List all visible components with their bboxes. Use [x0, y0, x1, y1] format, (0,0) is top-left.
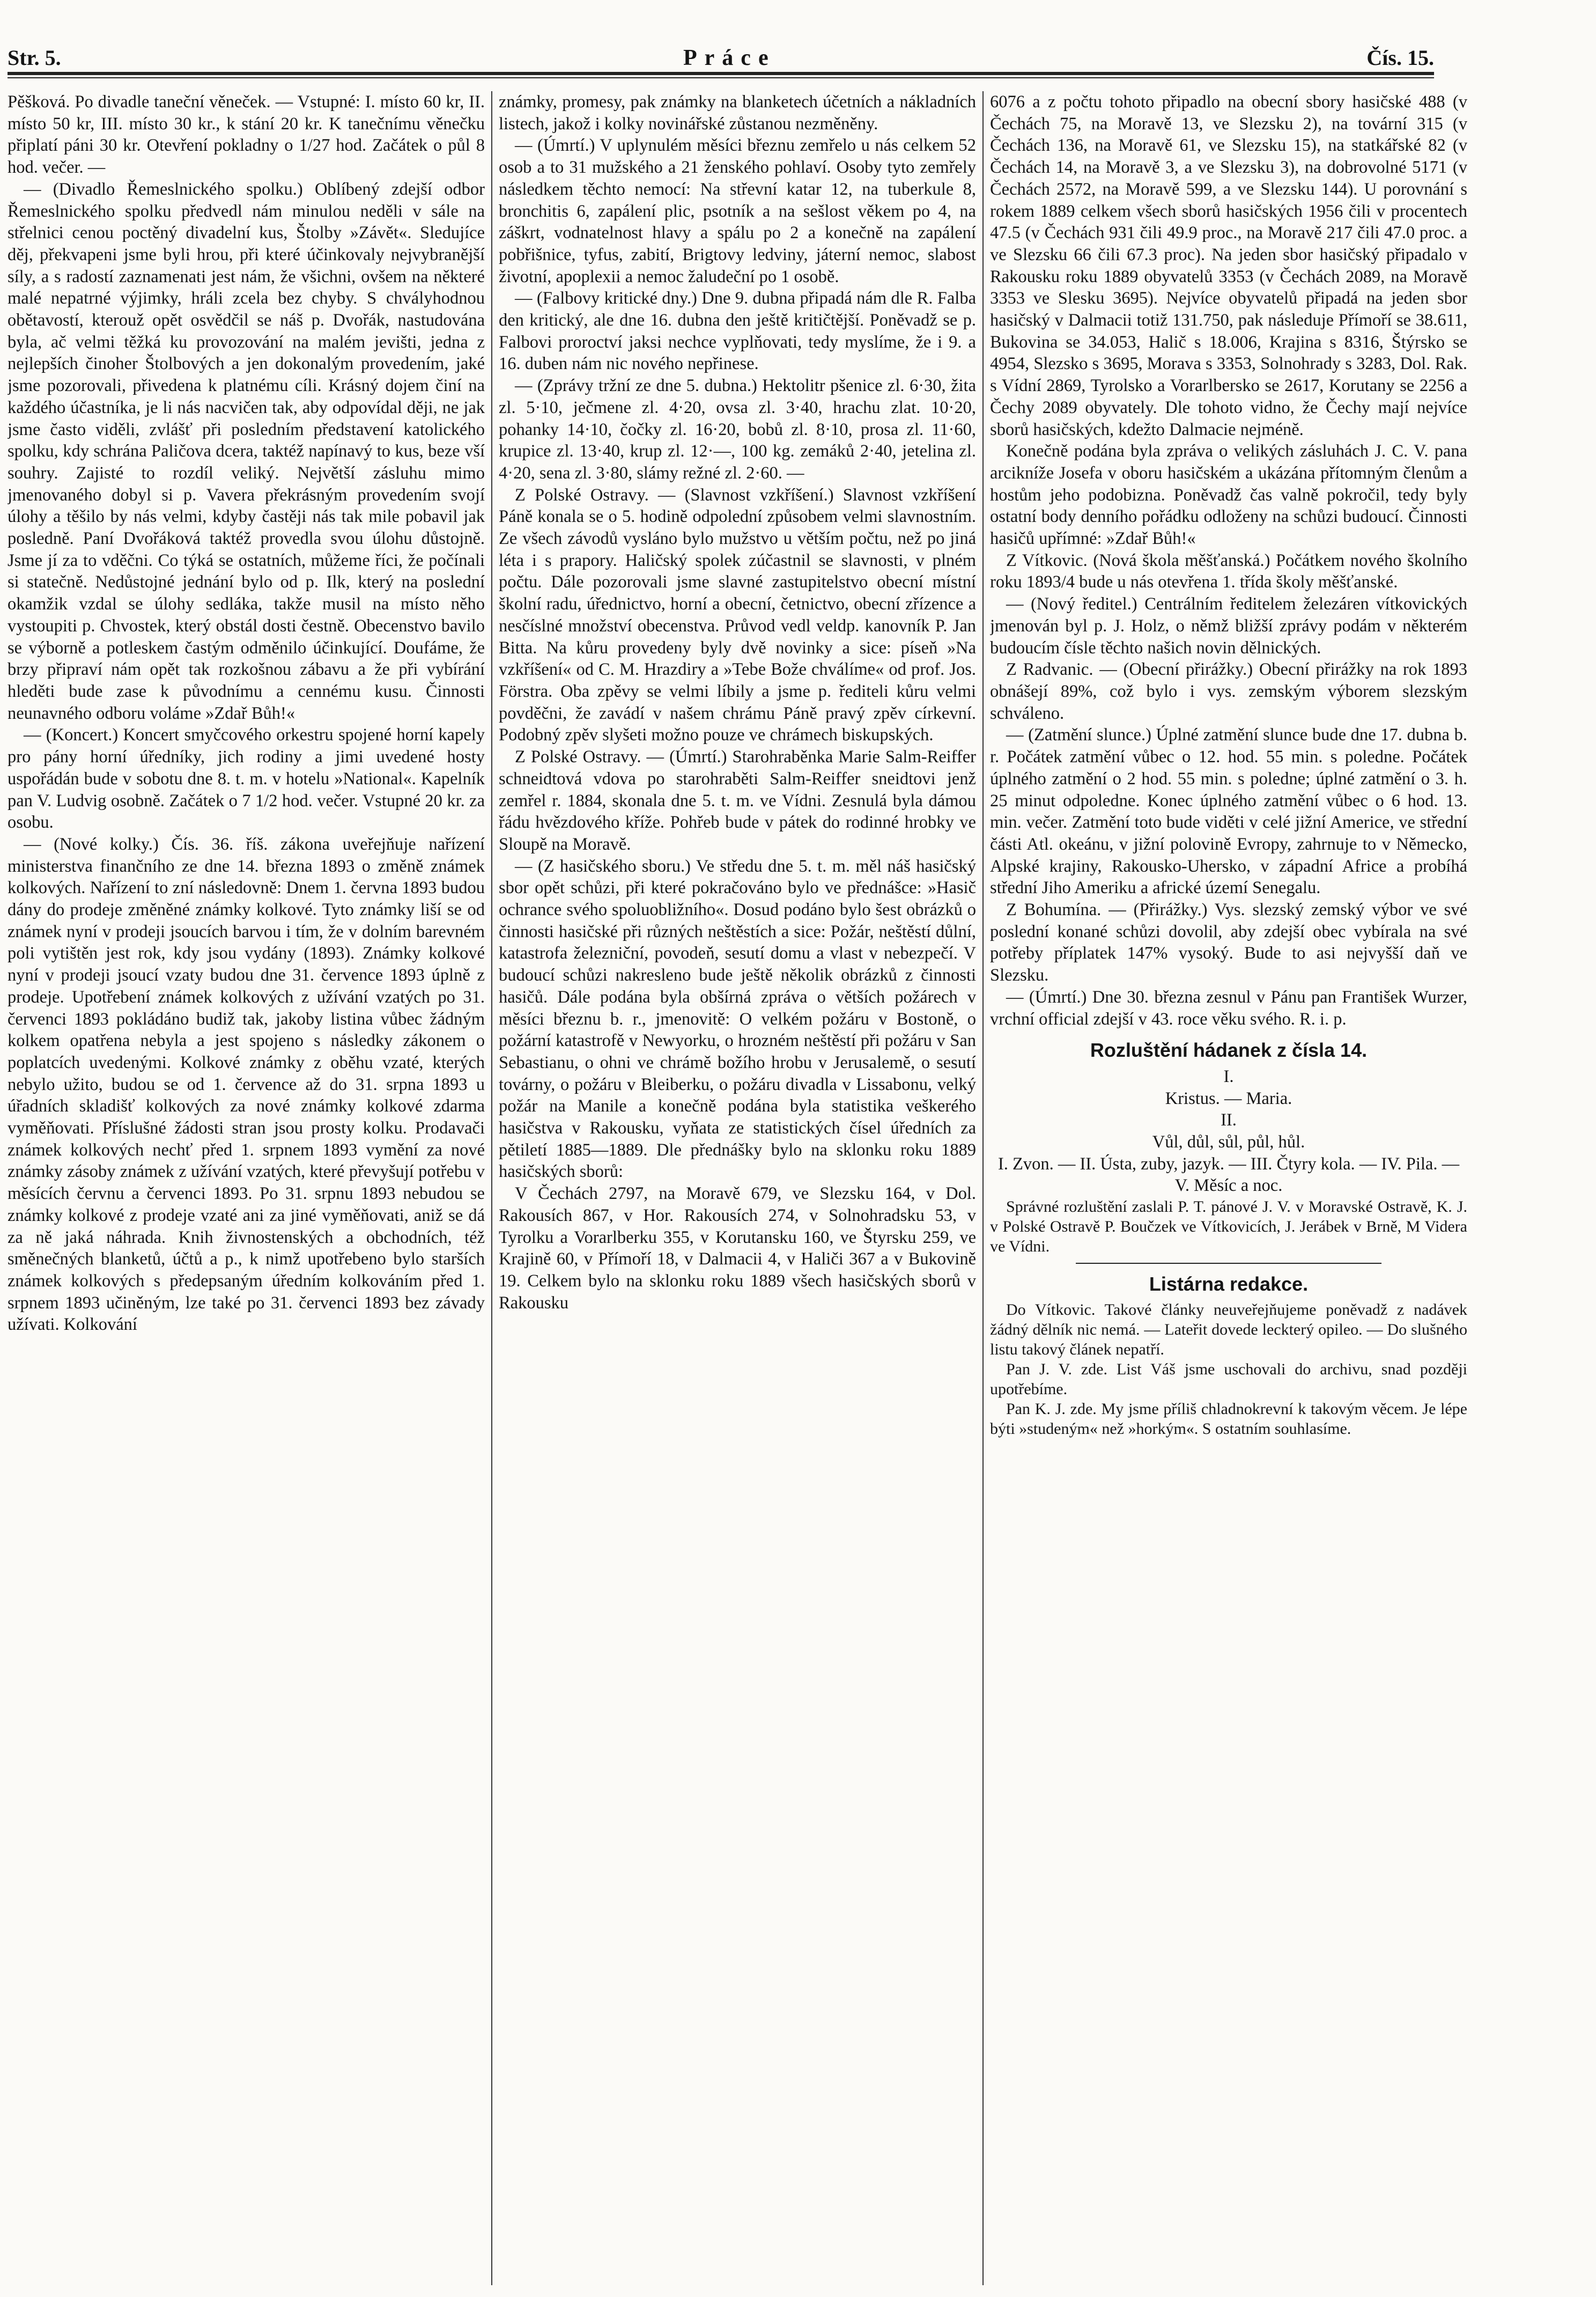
editorial-note: Pan J. V. zde. List Váš jsme uschovali do archivu, snad později upotřebíme. — [990, 1360, 1467, 1398]
newspaper-title: Práce — [683, 46, 776, 70]
article-paragraph: 6076 a z počtu tohoto připadlo na obecní sbory hasičské 488 (v Čechách 75, na Moravě 13, ve Slezsku 2), na tovární 315 (v Čechách 136, na Moravě 61, ve Slezsku 15), na statkářské 82 (v Čechách 14, na Moravě 3, a ve Slezsku 3), na dobrovolné 5171 (v Čechách 2572, na Moravě 599, a ve Slezsku 144). U porovnání s rokem 1889 celkem všech sborů hasičských 1956 čili v procentech 47.5 (v Čechách 931 čili 49.9 proc., na Moravě 217 čili 47.0 proc. a ve Slezsku 66 čili 67.3 proc). Na jeden sbor hasičský připadalo v Rakousku roku 1889 obyvatelů 3353 (v Čechách 2089, na Moravě 3353 ve Slesku 3695). Nejvíce obyvatelů připadá na jeden sbor hasičský v Dalmacii totiž 131.750, pak následuje Přímoří se 38.611, Bukovina se 34.053, Halič s 18.006, Krajina s 8316, Štýrsko se 4954, Slezsko s 3695, Morava s 3353, Solnohrady s 3283, Dol. Rak. s Vídní 2869, Tyrolsko a Vorarlbersko se 2617, Korutany se 2256 a Čechy 2089 obyvately. Dle tohoto vidno, že Čechy mají nejvíce sborů hasičských, kdežto Dalmacie nejméně. — [990, 92, 1467, 439]
column-right — [990, 91, 1467, 2291]
article-paragraph: — (Koncert.) Koncert smyčcového orkestru spojené horní kapely pro pány horní úředníky, jich rodiny a jimi uvedené hosty uspořádán bude v sobotu dne 8. t. m. v hotelu »National«. Kapelník pan V. Ludvig osobně. Začátek o 7 1/2 hod. večer. Vstupné 20 kr. za osobu. — [8, 725, 485, 833]
article-paragraph: Konečně podána byla zpráva o velikých zásluhách J. C. V. pana arcikníže Josefa v oboru hasičském a ukázána přítomným členům a hostům jeho podobizna. Poněvadž čas valně pokročil, tedy byly ostatní body denního pořádku odloženy na schůzi budoucí. Činnosti hasičů upřímné: »Zdař Bůh!« — [990, 441, 1467, 549]
article-paragraph: — (Z hasičského sboru.) Ve středu dne 5. t. m. měl náš hasičský sbor opět schůzi, při které pokračováno bylo ve přednášce: »Hasič ochrance svého spoluobližního«. Dosud podáno bylo šest obrázků o činnosti hasičské při různých neštěstích a sice: Požár, neštěstí důlní, katastrofa železniční, povodeň, sesutí domu a vlast v nebezpečí. V budoucí schůzi nakresleno bude ještě několik obrázků z činnosti hasičů. Dále podána byla obšírná zpráva o větších požárech v měsíci březnu b. r., jmenovitě: O velkém požáru v Bostoně, o požární katastrofě v Newyorku, o hrozném neštěstí při požáru v San Sebastianu, o ohni ve chrámě božího hrobu v Jerusalemě, o sesutí továrny, o požáru v Bleiberku, o požáru divadla v Lissabonu, velký požár na Manile a konečně podána byla statistika veškerého hasičstva v Rakousku, vyňata ze statistických čísel úředních za pětiletí 1885—1889. Dle přednášky bylo na sklonku roku 1889 hasičských sborů: — [499, 856, 976, 1182]
column-left — [8, 91, 485, 2291]
article-paragraph: — (Falbovy kritické dny.) Dne 9. dubna připadá nám dle R. Falba den kritický, ale dne 16. dubna den ještě kritičtější. Poněvadž se p. Falbovi proroctví jaksi nechce vyplňovati, tedy myslíme, že i 9. a 16. duben nám nic nového nepřinese. — [499, 289, 976, 374]
column-divider — [982, 91, 984, 2285]
riddle-solvers: Správné rozluštění zaslali P. T. pánové J. V. v Moravské Ostravě, K. J. v Polské Ostravě P. Boučzek ve Vítkovicích, J. Jerábek v Brně, M Videra ve Vídni. — [990, 1198, 1467, 1256]
header-rule — [8, 72, 1434, 75]
article-paragraph: Pěšková. Po divadle taneční věneček. — Vstupné: I. místo 60 kr, II. místo 50 kr, III. místo 30 kr., k stání 20 kr. K tanečnímu věnečku připlatí páni 30 kr. Otevření pokladny o 1/27 hod. Začátek o půl 8 hod. večer. — — [8, 92, 485, 178]
article-paragraph: — (Zatmění slunce.) Úplné zatmění slunce bude dne 17. dubna b. r. Počátek zatmění vůbec o 12. hod. 55 min. s poledne. Počátek úplného zatmění o 2 hod. 55 min. s poledne; úplné zatmění o 3. h. 25 minut odpoledne. Konec úplného zatmění vůbec o 6 hod. 13. min. večer. Zatmění toto bude viděti v celé jižní Americe, ve střední části Atl. okeánu, v jižní polovině Evropy, zahrnuje to v Německo, Alpské krajiny, Rakousko-Uhersko, v západní Africe a probíhá střední Jiho Ameriku a africké území Senegalu. — [990, 725, 1467, 898]
article-paragraph: Z Polské Ostravy. — (Úmrtí.) Starohraběnka Marie Salm-Reiffer schneidtová vdova po starohraběti Salm-Reiffer sneidtovi jenž zemřel r. 1884, skonala dne 5. t. m. ve Vídni. Zesnulá byla dámou řádu hvězdového kříže. Pohřeb bude v pátek do rodinné hrobky ve Sloupě na Moravě. — [499, 747, 976, 854]
riddle-number: II. — [1221, 1110, 1237, 1130]
article-paragraph: Z Polské Ostravy. — (Slavnost vzkříšení.) Slavnost vzkříšení Páně konala se o 5. hodině odpolední způsobem velmi slavnostním. Ze všech závodů vysláno bylo mužstvo u větším počtu, než po jiná léta i s prapory. Haličský spolek zúčastnil se slavnosti, v plném počtu. Dále pozorovali jsme slavné zastupitelstvo obecní místní školní radu, úřednictvo, horní a obecní, četnictvo, obecní zřízence a nesčíslné množství obecenstva. Průvod vedl veldp. kanovník P. Jan Bitta. Na kůru provedeny byly dvě novinky a sice: píseň »Na vzkříšení« od C. M. Hrazdiry a »Tebe Bože chválíme« od prof. Jos. Förstra. Oba zpěvy se velmi líbily a jsme p. řediteli kůru velmi povděčni, že zavádí v našem chrámu Páně pravý zpěv církevní. Podobný zpěv slyšeti možno pouze ve chrámech biskupských. — [499, 485, 976, 745]
article-paragraph: známky, promesy, pak známky na blanketech účetních a nákladních listech, jakož i kolky novinářské zůstanou nezměněny. — [499, 92, 976, 134]
issue-number: Čís. 15. — [1366, 46, 1434, 70]
article-paragraph: Z Vítkovic. (Nová škola měšťanská.) Počátkem nového školního roku 1893/4 bude u nás otevřena 1. třída školy měšťanské. — [990, 550, 1467, 592]
editorial-note: Do Vítkovic. Takové články neuveřejňujeme poněvadž z nadávek žádný dělník nic nemá. — Lateřit dovede leckterý opileo. — Do slušného listu takový článek nepatří. — [990, 1300, 1467, 1358]
riddle-answer: Kristus. — Maria. — [1165, 1088, 1292, 1108]
editorial-heading: Listárna redakce. — [1149, 1273, 1309, 1295]
article-paragraph: — (Nové kolky.) Čís. 36. říš. zákona uveřejňuje nařízení ministerstva finančního ze dne 14. března 1893 o změně známek kolkových. Nařízení to zní následovně: Dnem 1. června 1893 budou dány do prodeje změněné známky kolkové. Tyto známky liší se od známek nyní v prodeji jsoucích barvou i tím, že v dolním barevném poli vytištěn jest rok, kdy jsou vydány (1893). Známky kolkové nyní v prodeji jsoucí vzaty budou dne 31. července 1893 úplně z prodeje. Upotřebení známek kolkových z užívání vzatých po 31. červenci 1893 pokládáno budiž tak, jakoby listina vůbec žádným kolkem opatřena nebyla a jest spojeno s následky zákonem o poplatcích uvedenými. Kolkové známky z oběhu vzaté, kterých nebylo užito, budou se od 1. července až do 31. srpna 1893 u úřadních skladišť kolkových za nové známky kolkové zdarma vyměňovati. Příslušné žádosti stran jsou prosty kolku. Prodavači známek kolkových nechť před 1. srpnem 1893 vymění za nové známky zásoby známek z užívání vzatých, které převyšují potřebu v měsících červnu a červenci 1893. Po 31. srpnu 1893 nebudou se známky kolkové z prodeje vzaté ani za jiné vyměňovati, aniž se dá za ně jaká náhrada. Knih živnostenských a obchodních, též směnečných blanketů, účtů a p., k nimž upotřebeno bylo starších známek kolkových s předepsaným úředním kolkováním před 1. srpnem 1893 učiněným, lze také po 31. červenci 1893 bez závady užívati. Kolkování — [8, 834, 485, 1335]
article-paragraph: — (Divadlo Řemeslnického spolku.) Oblíbený zdejší odbor Řemeslnického spolku předvedl nám minulou neděli v sále na střelnici cenou poctěný divadelní kus, Štolby »Závět«. Sledujíce děj, překvapeni jsme byli hrou, při které účinkovaly nejvybranější síly, a s radostí zaznamenati jest nám, že všichni, ovšem na některé malé nepatrné výjimky, hráli zcela bez chyby. S chvályhodnou obětavostí, kterouž opět osvědčil se náš p. Dvořák, nastudována byla, ač velmi těžká ku provozování na malém jevišti, jedna z nejlepších činoher Štolbových a jen dokonalým provedením, jaké jsme pozorovali, přivedena k platnému cíli. Krásný dojem činí na každého účastníka, je li nás nacvičen tak, aby odpovídal ději, ne jak jsme často viděli, zvlášť při posledním představení katolického spolku, kdy schrána Paličova dcera, taktéž napínavý to kus, beze vší souhry. Zajisté to rozdíl veliký. Největší zásluhu mimo jmenovaného dobyl si p. Vavera překrásným provedením svojí úlohy a těšilo by nás velmi, kdyby častěji nás tak mile pobavil jak posledně. Paní Dvořáková taktéž provedla svou úlohu důstojně. Jsme jí za to vděčni. Co týká se ostatních, můžeme říci, že počínali si statečně. Nedůstojné jednání bylo od p. Ilk, který na poslední okamžik vzdal se úlohy sedláka, takže musil na místo něho vystoupiti p. Chvostek, který obstál dosti čestně. Obecenstvo bavilo se výborně a potleskem častým odměnilo účinkující. Doufáme, že brzy připraví nám opět tak rozkošnou zábavu a že při vybírání hleděti bude zase k původnímu a cennému kusu. Činnosti neunavného odboru voláme »Zdař Bůh!« — [8, 179, 485, 723]
riddle-answer: I. Zvon. — II. Ústa, zuby, jazyk. — III. Čtyry kola. — IV. Pila. — V. Měsíc a noc. — [997, 1154, 1460, 1196]
article-paragraph: Z Radvanic. — (Obecní přirážky.) Obecní přirážky na rok 1893 obnášejí 89%, což bylo i vys. zemským výborem slezským schváleno. — [990, 660, 1467, 723]
page-header — [8, 45, 1434, 73]
article-paragraph: — (Úmrtí.) Dne 30. března zesnul v Pánu pan František Wurzer, vrchní official zdejší v 43. roce věku svého. R. i. p. — [990, 987, 1467, 1029]
riddle-answer: Vůl, důl, sůl, půl, hůl. — [1152, 1132, 1305, 1152]
section-divider — [1076, 1263, 1381, 1264]
article-paragraph: Z Bohumína. — (Přirážky.) Vys. slezský zemský výbor ve své poslední konané schůzi dovolil, aby zdejší obec vybírala na své potřeby příplatek 147% vysoký. Bude to asi nejvyšší daň ve Slezsku. — [990, 900, 1467, 985]
article-paragraph: — (Úmrtí.) V uplynulém měsíci březnu zemřelo u nás celkem 52 osob a to 31 mužského a 21 ženského pohlaví. Osoby tyto zemřely následkem těchto nemocí: Na střevní katar 12, na tuberkule 8, bronchitis 6, zapálení plic, psotník a na sešlost věkem po 4, na záškrt, vodnatelnost hlavy a spálu po 2 a konečně na zapálení pobřišnice, tyfus, zabití, Brigtovy ledviny, játerní nemoc, slabost životní, apoplexii a nemoc žaludeční po 1 osobě. — [499, 136, 976, 286]
article-paragraph: — (Zprávy tržní ze dne 5. dubna.) Hektolitr pšenice zl. 6·30, žita zl. 5·10, ječmene zl. 4·20, ovsa zl. 3·40, hrachu zlat. 10·20, pohanky 14·10, čočky zl. 16·20, bobů zl. 8·10, prosa zl. 11·60, krupice zl. 13·40, krup zl. 12·—, 100 kg. zemáků 2·40, jetelina zl. 4·20, sena zl. 3·80, slámy režné zl. 2·60. — — [499, 376, 976, 483]
header-rule-thin — [8, 77, 1434, 78]
riddles-heading: Rozluštění hádanek z čísla 14. — [1090, 1039, 1368, 1062]
editorial-note: Pan K. J. zde. My jsme příliš chladnokrevní k takovým věcem. Je lépe býti »studeným« než »horkým«. S ostatním souhlasíme. — [990, 1400, 1467, 1438]
column-middle — [499, 91, 976, 2291]
riddle-number: I. — [1223, 1066, 1234, 1086]
column-divider — [491, 91, 492, 2285]
page-number: Str. 5. — [8, 46, 61, 70]
article-paragraph: V Čechách 2797, na Moravě 679, ve Slezsku 164, v Dol. Rakousích 867, v Hor. Rakousích 274, v Solnohradsku 53, v Tyrolku a Vorarlberku 355, v Korutansku 160, ve Štyrsku 259, ve Krajině 60, v Přímoří 18, v Dalmacii 4, v Haliči 367 a v Bukovině 19. Celkem bylo na sklonku roku 1889 všech hasičských sborů v Rakousku — [499, 1184, 976, 1313]
article-paragraph: — (Nový ředitel.) Centrálním ředitelem železáren vítkovických jmenován byl p. J. Holz, o němž bližší zprávy podám v některém budoucím čísle těchto našich novin dělnických. — [990, 594, 1467, 658]
